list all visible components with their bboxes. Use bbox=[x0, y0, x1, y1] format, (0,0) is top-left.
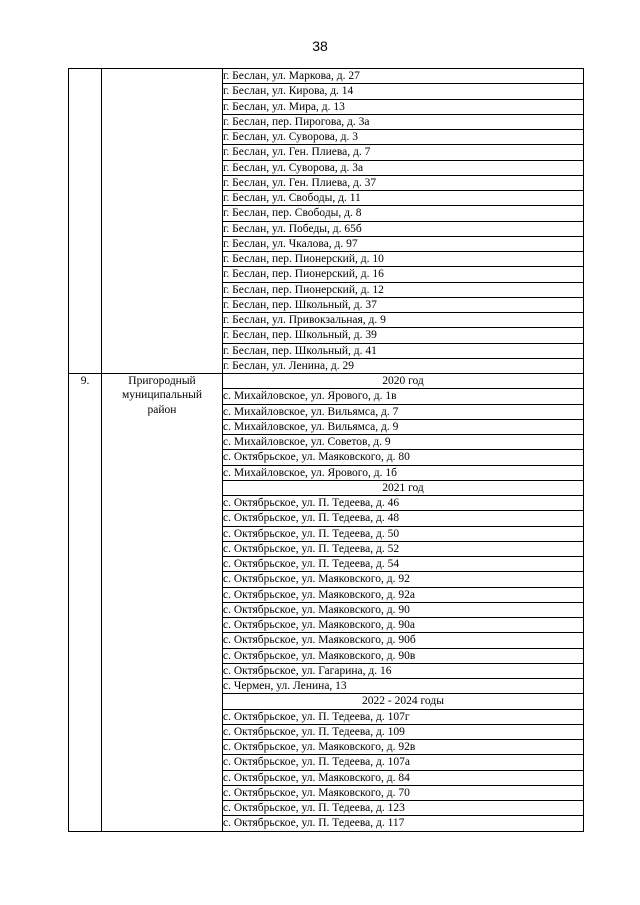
district-name-line: район bbox=[147, 403, 177, 416]
district-name-line: муниципальный bbox=[121, 389, 203, 402]
address-cell: г. Беслан, ул. Суворова, д. 3 bbox=[223, 130, 584, 145]
year-header: 2021 год bbox=[223, 480, 584, 495]
address-cell: г. Беслан, пер. Школьный, д. 37 bbox=[223, 297, 584, 312]
address-cell: с. Октябрьское, ул. Маяковского, д. 92а bbox=[223, 587, 584, 602]
address-cell: г. Беслан, ул. Суворова, д. 3а bbox=[223, 160, 584, 175]
number-cell-empty bbox=[69, 69, 102, 374]
address-cell: г. Беслан, пер. Пирогова, д. 3а bbox=[223, 114, 584, 129]
address-cell: с. Октябрьское, ул. Маяковского, д. 84 bbox=[223, 770, 584, 785]
address-cell: г. Беслан, ул. Победы, д. 65б bbox=[223, 221, 584, 236]
address-cell: с. Октябрьское, ул. П. Тедеева, д. 50 bbox=[223, 526, 584, 541]
table-row bbox=[69, 374, 584, 389]
address-cell: г. Беслан, ул. Маркова, д. 27 bbox=[223, 69, 584, 84]
address-table-body bbox=[69, 69, 584, 832]
address-cell: с. Октябрьское, ул. П. Тедеева, д. 46 bbox=[223, 496, 584, 511]
address-cell: с. Октябрьское, ул. П. Тедеева, д. 123 bbox=[223, 801, 584, 816]
address-cell: с. Михайловское, ул. Ярового, д. 1в bbox=[223, 389, 584, 404]
address-cell: с. Октябрьское, ул. П. Тедеева, д. 107г bbox=[223, 709, 584, 724]
address-cell: с. Октябрьское, ул. П. Тедеева, д. 109 bbox=[223, 724, 584, 739]
address-cell: с. Михайловское, ул. Вильямса, д. 7 bbox=[223, 404, 584, 419]
address-cell: с. Октябрьское, ул. Маяковского, д. 70 bbox=[223, 785, 584, 800]
address-table bbox=[68, 68, 584, 832]
address-cell: г. Беслан, ул. Ленина, д. 29 bbox=[223, 358, 584, 373]
address-cell: г. Беслан, ул. Чкалова, д. 97 bbox=[223, 236, 584, 251]
address-cell: с. Октябрьское, ул. П. Тедеева, д. 107а bbox=[223, 755, 584, 770]
address-cell: г. Беслан, пер. Пионерский, д. 12 bbox=[223, 282, 584, 297]
address-cell: с. Октябрьское, ул. Маяковского, д. 90б bbox=[223, 633, 584, 648]
address-cell: г. Беслан, ул. Мира, д. 13 bbox=[223, 99, 584, 114]
address-cell: с. Михайловское, ул. Ярового, д. 1б bbox=[223, 465, 584, 480]
district-name bbox=[102, 374, 223, 832]
section-number: 9. bbox=[69, 374, 102, 832]
address-cell: г. Беслан, пер. Пионерский, д. 10 bbox=[223, 252, 584, 267]
address-cell: с. Октябрьское, ул. П. Тедеева, д. 117 bbox=[223, 816, 584, 831]
address-cell: с. Октябрьское, ул. Маяковского, д. 80 bbox=[223, 450, 584, 465]
district-name-line: Пригородный bbox=[128, 375, 196, 387]
table-row bbox=[69, 69, 584, 84]
address-cell: г. Беслан, пер. Школьный, д. 41 bbox=[223, 343, 584, 358]
address-cell: с. Михайловское, ул. Вильямса, д. 9 bbox=[223, 419, 584, 434]
address-cell: с. Октябрьское, ул. П. Тедеева, д. 48 bbox=[223, 511, 584, 526]
address-cell: с. Октябрьское, ул. Маяковского, д. 92 bbox=[223, 572, 584, 587]
year-header: 2020 год bbox=[223, 374, 584, 389]
address-cell: г. Беслан, ул. Свободы, д. 11 bbox=[223, 191, 584, 206]
address-cell: г. Беслан, пер. Пионерский, д. 16 bbox=[223, 267, 584, 282]
address-cell: с. Октябрьское, ул. Маяковского, д. 90 bbox=[223, 602, 584, 617]
address-cell: г. Беслан, ул. Привокзальная, д. 9 bbox=[223, 313, 584, 328]
address-cell: г. Беслан, пер. Свободы, д. 8 bbox=[223, 206, 584, 221]
address-cell: с. Октябрьское, ул. Гагарина, д. 16 bbox=[223, 663, 584, 678]
year-header: 2022 - 2024 годы bbox=[223, 694, 584, 709]
address-cell: с. Октябрьское, ул. Маяковского, д. 90а bbox=[223, 618, 584, 633]
address-cell: с. Октябрьское, ул. Маяковского, д. 90в bbox=[223, 648, 584, 663]
address-cell: г. Беслан, ул. Кирова, д. 14 bbox=[223, 84, 584, 99]
address-cell: г. Беслан, ул. Ген. Плиева, д. 37 bbox=[223, 175, 584, 190]
address-cell: с. Октябрьское, ул. П. Тедеева, д. 54 bbox=[223, 557, 584, 572]
address-cell: с. Октябрьское, ул. П. Тедеева, д. 52 bbox=[223, 541, 584, 556]
district-cell-empty bbox=[102, 69, 223, 374]
address-cell: с. Михайловское, ул. Советов, д. 9 bbox=[223, 435, 584, 450]
address-cell: с. Октябрьское, ул. Маяковского, д. 92в bbox=[223, 740, 584, 755]
page-number: 38 bbox=[312, 38, 328, 54]
address-cell: г. Беслан, ул. Ген. Плиева, д. 7 bbox=[223, 145, 584, 160]
address-cell: г. Беслан, пер. Школьный, д. 39 bbox=[223, 328, 584, 343]
address-cell: с. Чермен, ул. Ленина, 13 bbox=[223, 679, 584, 694]
